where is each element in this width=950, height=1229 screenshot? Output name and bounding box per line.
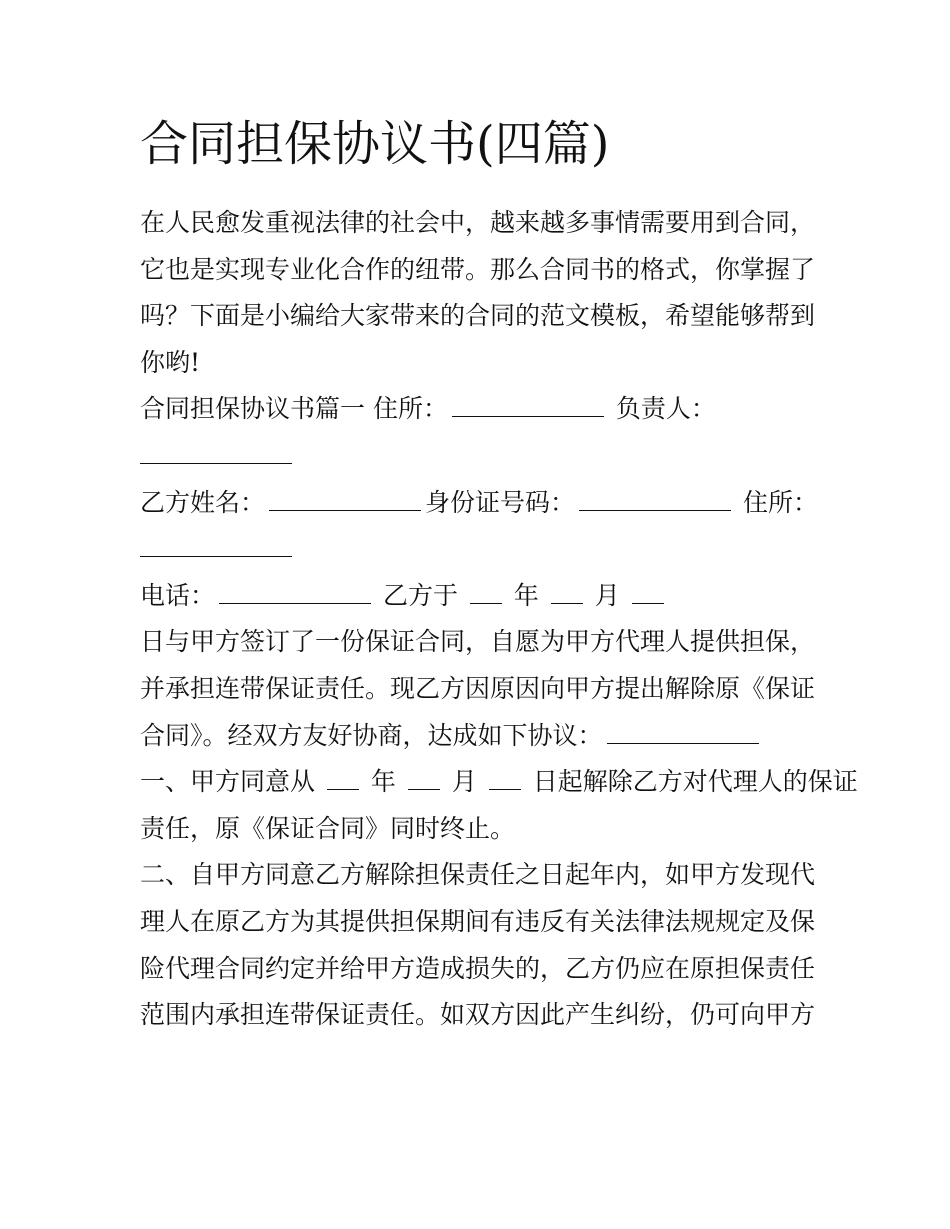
clause-one-line (140, 759, 858, 806)
clause-one-start: 一、甲方同意从 (140, 767, 316, 797)
document-title: 合同担保协议书(四篇) (140, 116, 610, 172)
clause-month-label: 月 (451, 767, 477, 797)
month-label: 月 (594, 580, 620, 610)
party-b-name-blank (269, 480, 421, 511)
agreement-text: 合同》。经双方友好协商，达成如下协议： (140, 720, 603, 750)
clause-year-blank (327, 759, 359, 790)
body-line: 日与甲方签订了一份保证合同，自愿为甲方代理人提供担保， (140, 627, 816, 657)
form-line-blank (140, 526, 820, 573)
intro-line: 它也是实现专业化合作的纽带。那么合同书的格式，你掌握了 (140, 254, 816, 284)
clause-year-label: 年 (370, 767, 396, 797)
party-b-address-blank (140, 526, 292, 557)
phone-blank (219, 573, 371, 604)
body-line: 并承担连带保证责任。现乙方因原因向甲方提出解除原《保证 (140, 673, 816, 703)
year-blank (470, 573, 502, 604)
party-b-date-label: 乙方于 (382, 580, 458, 610)
phone-label: 电话： (140, 580, 216, 610)
clause-month-blank (408, 759, 440, 790)
document-body (140, 200, 858, 1039)
intro-line: 吗？下面是小编给大家带来的合同的范文模板，希望能够帮到 (140, 301, 816, 331)
agreement-blank (607, 713, 759, 744)
body-line: 范围内承担连带保证责任。如双方因此产生纠纷，仍可向甲方 (140, 1000, 816, 1030)
person-in-charge-label: 负责人： (615, 394, 716, 424)
form-line-phone (140, 573, 820, 620)
day-blank (632, 573, 664, 604)
party-a-address-blank (452, 386, 604, 417)
id-number-label: 身份证号码： (425, 487, 576, 517)
intro-line: 你哟! (140, 347, 201, 377)
form-line-address (140, 386, 820, 433)
year-label: 年 (513, 580, 539, 610)
party-b-address-label: 住所： (742, 487, 818, 517)
person-in-charge-blank (140, 433, 292, 464)
clause-one-end: 日起解除乙方对代理人的保证 (532, 767, 858, 797)
party-a-address-label: 合同担保协议书篇一 住所： (140, 394, 448, 424)
intro-line: 在人民愈发重视法律的社会中，越来越多事情需要用到合同， (140, 208, 816, 237)
form-line-blank (140, 433, 820, 480)
body-line: 二、自甲方同意乙方解除担保责任之日起年内，如甲方发现代 (140, 860, 816, 890)
form-line-party-b (140, 480, 820, 527)
clause-day-blank (489, 759, 521, 790)
body-line: 责任，原《保证合同》同时终止。 (140, 813, 516, 843)
body-line: 险代理合同约定并给甲方造成损失的，乙方仍应在原担保责任 (140, 953, 816, 983)
month-blank (551, 573, 583, 604)
body-line (140, 713, 820, 760)
body-line: 理人在原乙方为其提供担保期间有违反有关法律法规规定及保 (140, 906, 816, 936)
party-b-name-label: 乙方姓名： (140, 487, 266, 517)
id-number-blank (579, 480, 731, 511)
